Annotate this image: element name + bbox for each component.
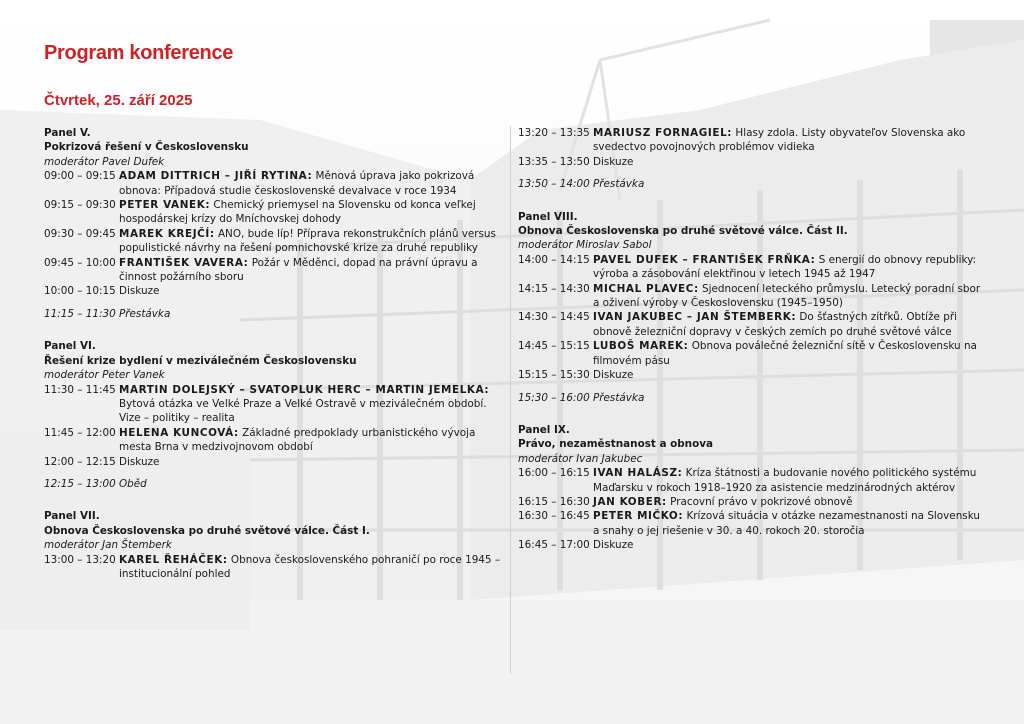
panel-moderator: moderátor Miroslav Sabol [518,239,652,252]
item-speaker: MICHAL PLAVEC: [593,282,699,295]
item-time: 11:30 – 11:45 [44,383,116,396]
break-label: Přestávka [593,178,645,191]
program-item [44,256,509,285]
panel-number: Panel IX. [518,423,570,436]
column-divider [510,126,511,674]
program-item-discussion [518,368,988,382]
item-topic: Diskuze [593,369,634,382]
item-time: 12:00 – 12:15 [44,455,116,468]
break-item [44,477,509,491]
item-time: 13:20 – 13:35 [518,127,590,139]
program-item [518,509,988,538]
item-speaker: KAREL ŘEHÁČEK: [119,553,228,566]
item-time: 09:30 – 09:45 [44,227,116,240]
program-item-discussion [518,155,988,169]
left-column [44,126,509,597]
program-item [44,553,509,582]
program-item-discussion [518,538,988,552]
panel-v [44,126,509,321]
item-time: 09:45 – 10:00 [44,256,116,269]
item-time: 14:45 – 15:15 [518,340,590,353]
conference-date: Čtvrtek, 25. září 2025 [44,92,193,109]
program-item [44,426,509,455]
item-topic: Bytová otázka ve Velké Praze a Velké Ostravě v meziválečném období. Vize – politiky – realita [119,397,487,425]
program-item [518,126,988,155]
panel-title: Právo, nezaměstnanost a obnova [518,438,713,451]
item-speaker: JAN KOBER: [593,495,667,508]
item-speaker: LUBOŠ MAREK: [593,340,689,353]
item-topic: ANO, bude líp! Příprava rekonstrukčních plánů versus populistické návrhy na řešení pomnichovské krize za druhé republiky [119,227,496,255]
item-speaker: MAREK KREJČÍ: [119,227,215,240]
item-speaker: PAVEL DUFEK – FRANTIŠEK FRŇKA: [593,253,816,266]
item-time: 11:45 – 12:00 [44,426,116,439]
panel-viii [518,210,988,405]
item-topic: Diskuze [119,455,160,468]
panel-number: Panel VIII. [518,210,578,223]
break-item [518,391,988,405]
item-time: 09:00 – 09:15 [44,170,116,183]
panel-number: Panel V. [44,127,91,139]
item-topic: Měnová úprava jako pokrizová obnova: Případová studie československé devalvace v roce 1934 [119,170,475,197]
item-time: 16:15 – 16:30 [518,495,590,508]
panel-moderator: moderátor Ivan Jakubec [518,452,643,465]
item-topic: S energií do obnovy republiky: výroba a zásobování elektřinou v letech 1945 až 1947 [593,253,977,281]
program-item-discussion [44,455,509,469]
item-topic: Hlasy zdola. Listy obyvateľov Slovenska ako svedectvo povojnových problémov vidieka [593,127,966,154]
item-topic: Diskuze [119,285,160,298]
break-item [44,307,509,321]
item-speaker: PETER VANEK: [119,199,211,212]
item-speaker: IVAN JAKUBEC – JAN ŠTEMBERK: [593,311,797,324]
item-topic: Diskuze [593,539,634,552]
break-label: Oběd [119,477,147,490]
break-label: Přestávka [119,307,171,320]
item-time: 14:30 – 14:45 [518,311,590,324]
program-item [518,282,988,311]
item-time: 13:35 – 13:50 [518,155,590,168]
item-time: 16:30 – 16:45 [518,510,590,523]
item-time: 10:00 – 10:15 [44,285,116,298]
program-item [518,466,988,495]
item-topic: Pracovní právo v pokrizové obnově [670,495,853,508]
item-time: 16:45 – 17:00 [518,539,590,552]
panel-number: Panel VI. [44,340,96,353]
item-speaker: HELENA KUNCOVÁ: [119,426,239,439]
item-time: 16:00 – 16:15 [518,467,590,480]
panel-title: Pokrizová řešení v Československu [44,141,249,154]
item-topic: Krízová situácia v otázke nezamestnanosti na Slovensku a snahy o jej riešenie v 30. a 40. rokoch 20. storočia [593,510,980,537]
item-speaker: PETER MIČKO: [593,510,684,523]
page-title: Program konference [44,42,234,64]
item-time: 09:15 – 09:30 [44,199,116,212]
item-time: 14:15 – 14:30 [518,282,590,295]
item-topic: Kríza štátnosti a budovanie nového politického systému Maďarsku v rokoch 1918–1920 za asistencie medzinárodných aktérov [593,467,977,494]
program-item-discussion [44,284,509,298]
item-speaker: MARTIN DOLEJSKÝ – SVATOPLUK HERC – MARTIN JEMELKA: [119,383,490,396]
program-item [518,253,988,282]
panel-title: Řešení krize bydlení v meziválečném Československu [44,354,357,367]
item-topic: Základné predpoklady urbanistického vývoja mesta Brna v medzivojnovom období [119,426,476,454]
item-topic: Diskuze [593,155,634,168]
item-topic: Požár v Měděnci, dopad na právní úpravu a činnost požárního sboru [119,256,478,284]
item-speaker: FRANTIŠEK VAVERA: [119,256,249,269]
item-time: 14:00 – 14:15 [518,253,590,266]
program-item [518,339,988,368]
panel-number: Panel VII. [44,510,100,523]
item-topic: Do šťastných zítřků. Obtíže při obnově železniční dopravy v českých zemích po druhé světové válce [593,311,957,338]
panel-ix [518,423,988,553]
program-item [44,169,509,198]
break-item [518,177,988,191]
panel-moderator: moderátor Peter Vanek [44,369,165,382]
program-item [44,383,509,426]
panel-moderator: moderátor Jan Štemberk [44,539,172,552]
panel-moderator: moderátor Pavel Dufek [44,155,165,168]
right-column [518,126,988,569]
item-time: 13:00 – 13:20 [44,553,116,566]
panel-title: Obnova Československa po druhé světové válce. Část II. [518,225,848,238]
program-item [44,227,509,256]
break-time: 15:30 – 16:00 [518,391,590,404]
item-speaker: IVAN HALÁSZ: [593,467,683,480]
panel-vi [44,339,509,491]
item-speaker: ADAM DITTRICH – JIŘÍ RYTINA: [119,170,313,183]
break-time: 11:15 – 11:30 [44,307,116,320]
item-speaker: MARIUSZ FORNAGIEL: [593,127,733,139]
item-time: 15:15 – 15:30 [518,369,590,382]
break-label: Přestávka [593,391,645,404]
program-item [518,310,988,339]
program-item [44,198,509,227]
break-time: 12:15 – 13:00 [44,477,116,490]
item-topic: Obnova československého pohraničí po roce 1945 – institucionální pohled [119,553,501,580]
item-topic: Obnova poválečné železniční sítě v Československu na filmovém pásu [593,340,977,367]
panel-title: Obnova Československa po druhé světové válce. Část I. [44,524,370,537]
break-time: 13:50 – 14:00 [518,178,590,191]
item-topic: Sjednocení leteckého průmyslu. Letecký poradní sbor a oživení výroby v Československu (1945–1950) [593,282,981,310]
program-item [518,495,988,509]
item-topic: Chemický priemysel na Slovensku od konca veľkej hospodárskej krízy do Mníchovskej dohody [119,199,476,226]
panel-vii-continued [518,126,988,192]
panel-vii [44,509,509,581]
